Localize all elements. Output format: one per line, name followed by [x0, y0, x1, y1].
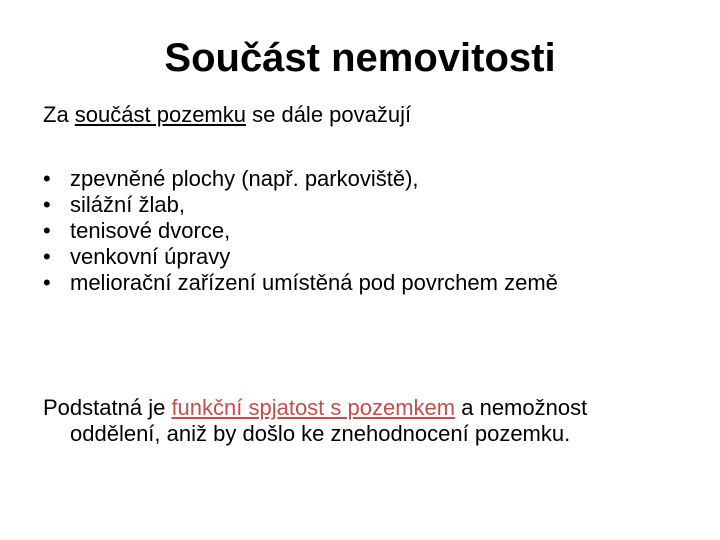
bullet-marker: • — [43, 166, 51, 191]
closing-suffix: a nemožnost oddělení, aniž by došlo ke znehodnocení pozemku. — [70, 395, 588, 446]
bullet-text: silážní žlab, — [70, 192, 185, 217]
intro-text — [43, 100, 411, 130]
closing-prefix: Podstatná je — [43, 395, 172, 420]
bullet-marker: • — [43, 270, 51, 295]
slide-title: Součást nemovitosti — [164, 36, 556, 80]
bullet-item — [43, 166, 663, 192]
closing-paragraph — [43, 395, 670, 447]
bullet-text: zpevněné plochy (např. parkoviště), — [70, 166, 419, 191]
closing-highlight: funkční spjatost s pozemkem — [171, 395, 456, 420]
intro-prefix: Za — [43, 102, 75, 127]
intro-emphasis: součást pozemku — [74, 102, 246, 127]
bullet-item — [43, 244, 663, 270]
bullet-text: tenisové dvorce, — [70, 218, 231, 243]
bullet-marker: • — [43, 192, 51, 217]
bullet-text: venkovní úpravy — [70, 244, 231, 269]
intro-suffix: se dále považují — [246, 102, 412, 127]
bullet-item — [43, 218, 663, 244]
bullet-list — [43, 166, 663, 296]
bullet-text: meliorační zařízení umístěná pod povrchem země — [70, 270, 558, 295]
bullet-item — [43, 192, 663, 218]
bullet-marker: • — [43, 244, 51, 269]
bullet-item — [43, 270, 663, 296]
bullet-marker: • — [43, 218, 51, 243]
